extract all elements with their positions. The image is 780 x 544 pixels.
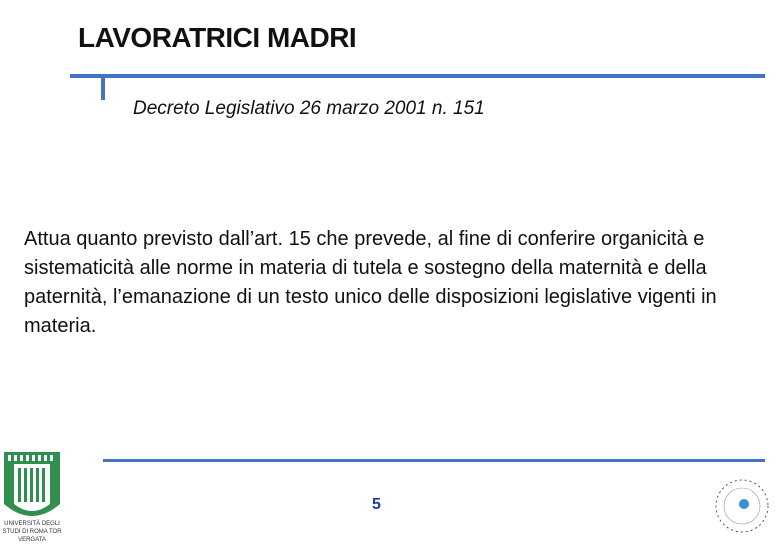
title-rule <box>70 74 765 78</box>
title-rule-tick <box>101 78 105 100</box>
university-logo-caption: UNIVERSITÀ DEGLI STUDI DI ROMA TOR VERGATA <box>2 521 62 543</box>
slide-body-text: Attua quanto previsto dall’art. 15 che prevede, al fine di conferire organicità e sistematicità alle norme in materia di tutela e sostegno della maternità e della paternità, l’emanazione di un testo unico delle disposizioni legislative vigenti in materia. <box>24 228 717 337</box>
footer-rule <box>103 459 765 462</box>
inaf-logo <box>706 468 776 538</box>
page-number: 5 <box>372 496 381 513</box>
slide-title: LAVORATRICI MADRI <box>78 22 357 53</box>
slide-subtitle: Decreto Legislativo 26 marzo 2001 n. 151 <box>133 98 485 119</box>
